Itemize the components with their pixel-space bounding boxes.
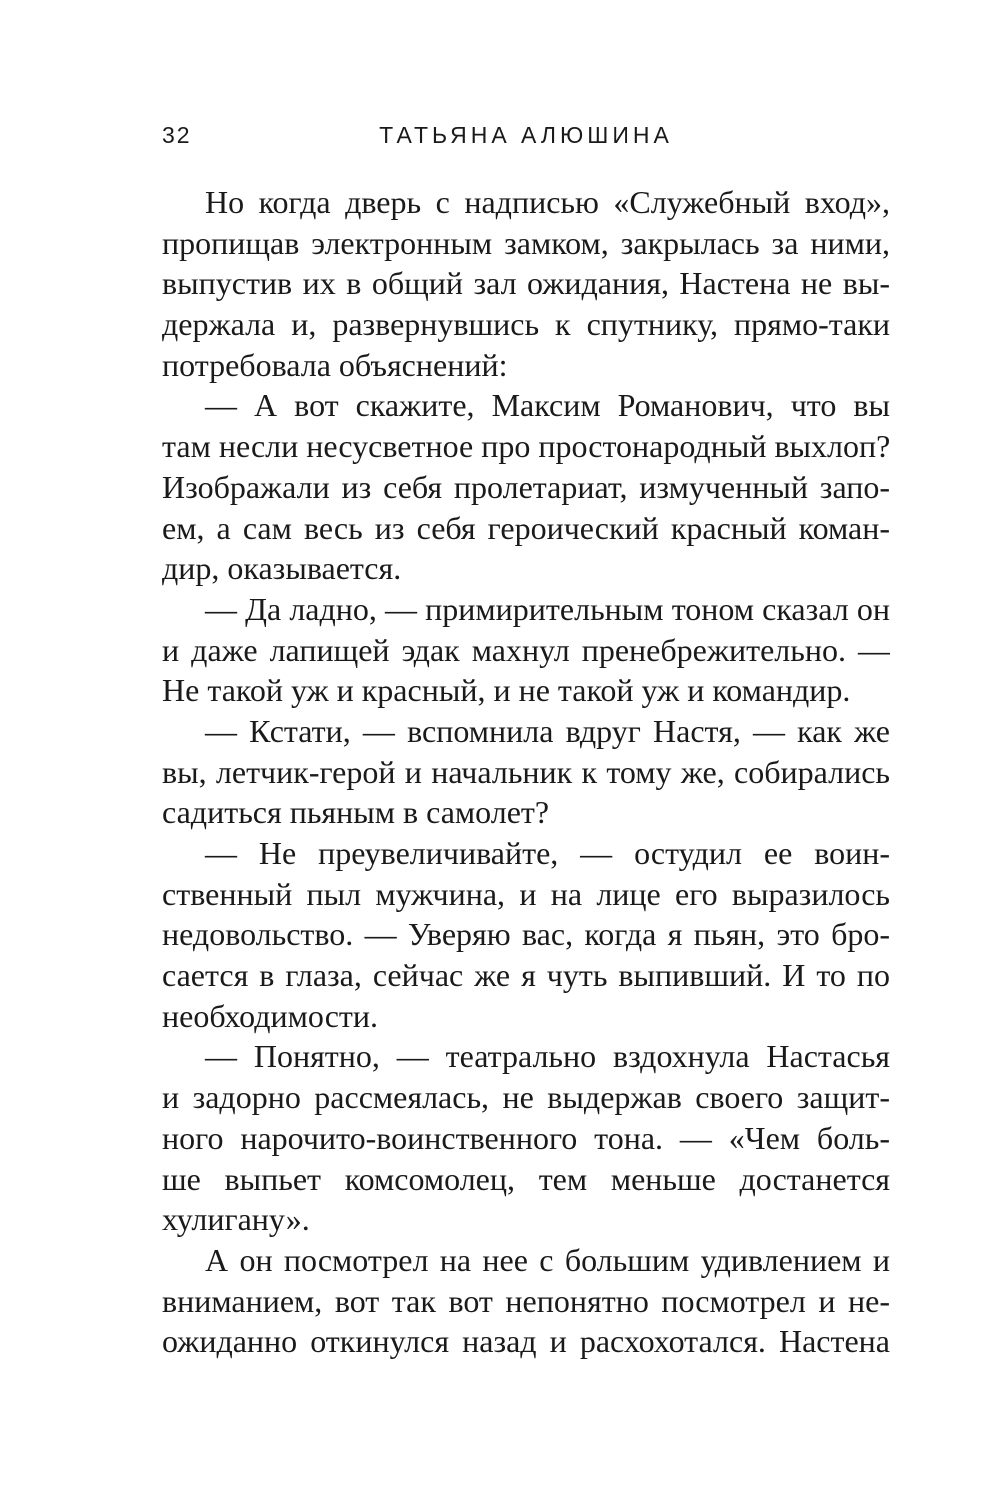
- text-line: — Не преувеличивайте, — остудил ее воин-: [205, 835, 890, 871]
- text-line: и даже лапищей эдак махнул пренебрежительно. —: [162, 631, 890, 668]
- text-line: ем, а сам весь из себя героический красный коман-: [162, 509, 890, 546]
- body-text: [162, 182, 890, 1362]
- page-number: 32: [162, 122, 192, 148]
- text-line: Изображали из себя пролетариат, измученный запо-: [162, 468, 890, 505]
- text-line: — Кстати, — вспомнила вдруг Настя, — как же: [205, 712, 890, 749]
- text-line: — Да ладно, — примирительным тоном сказал он: [205, 590, 890, 627]
- text-line: потребовала объяснений:: [162, 346, 508, 383]
- text-line: ного нарочито-воинственного тона. — «Чем боль-: [162, 1119, 890, 1156]
- text-line: там несли несусветное про простонародный выхлоп?: [162, 428, 890, 465]
- text-line: вниманием, вот так вот непонятно посмотрел и не-: [162, 1282, 890, 1319]
- text-line: ожиданно откинулся назад и расхохотался. Настена: [162, 1323, 890, 1360]
- text-line: держала и, развернувшись к спутнику, прямо-таки: [162, 306, 890, 343]
- text-line: А он посмотрел на нее с большим удивлением и: [205, 1241, 890, 1278]
- text-line: — А вот скажите, Максим Романович, что вы: [205, 387, 890, 424]
- running-head: [162, 122, 890, 162]
- text-line: садиться пьяным в самолет?: [162, 794, 550, 831]
- text-line: и задорно рассмеялась, не выдержав своего защит-: [162, 1079, 890, 1116]
- text-line: ше выпьет комсомолец, тем меньше достанется: [162, 1160, 890, 1197]
- text-line: вы, летчик-герой и начальник к тому же, собирались: [162, 753, 890, 790]
- text-line: недовольство. — Уверяю вас, когда я пьян, это бро-: [162, 916, 890, 953]
- text-line: пропищав электронным замком, закрылась за ними,: [162, 224, 890, 261]
- text-line: дир, оказывается.: [162, 550, 402, 587]
- text-line: необходимости.: [162, 997, 379, 1034]
- author-name: ТАТЬЯНА АЛЮШИНА: [379, 122, 673, 148]
- text-line: Но когда дверь с надписью «Служебный вход»,: [205, 184, 890, 220]
- text-line: ственный пыл мужчина, и на лице его выразилось: [162, 875, 890, 912]
- text-line: — Понятно, — театрально вздохнула Настасья: [205, 1038, 890, 1075]
- text-line: выпустив их в общий зал ожидания, Настена не вы-: [162, 265, 890, 302]
- text-line: сается в глаза, сейчас же я чуть выпивший. И то по: [162, 957, 890, 994]
- text-line: Не такой уж и красный, и не такой уж и командир.: [162, 672, 851, 709]
- text-line: хулигану».: [162, 1201, 310, 1238]
